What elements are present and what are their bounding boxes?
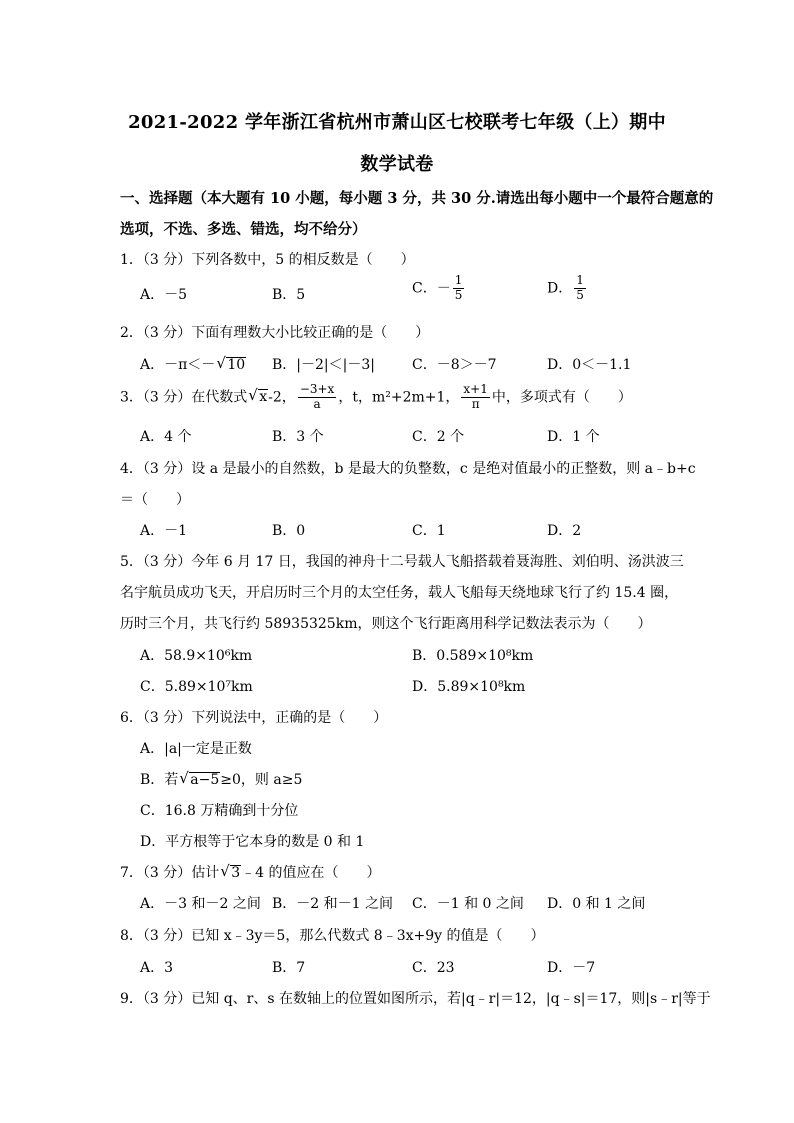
q3-option-c: C．2 个 — [412, 429, 465, 445]
q6-option-d: D．平方根等于它本身的数是 0 和 1 — [140, 834, 365, 850]
question-9-stem: 9．（3 分）已知 q、r、s 在数轴上的位置如图所示，若|q﹣r|＝12，|q﹣s|＝17，则|s﹣r|等于 — [120, 991, 711, 1007]
q7-option-b: B．－2 和－1 之间 — [272, 896, 394, 912]
q3-option-d: D．1 个 — [547, 429, 600, 445]
q5-option-b: B．0.589×10⁸km — [412, 648, 534, 664]
q4-option-b: B．0 — [272, 523, 306, 539]
fraction: $\frac{-3+x}{a}$ — [299, 382, 335, 411]
question-5-line1: 5．（3 分）今年 6 月 17 日，我国的神舟十二号载人飞船搭载着聂海胜、刘伯明、汤洪波三 — [120, 554, 684, 570]
question-4-line1: 4．（3 分）设 a 是最小的自然数，b 是最大的负整数，c 是绝对值最小的正整数，则 a﹣b+c — [120, 461, 696, 477]
q8-option-c: C．23 — [412, 960, 455, 976]
q1-option-a: A．－5 — [140, 287, 188, 303]
section-heading-line2: 选项，不选、多选、错选，均不给分） — [120, 221, 367, 238]
exam-title-line1: 2021-2022 学年浙江省杭州市萧山区七校联考七年级（上）期中 — [128, 112, 666, 133]
square-root: √ 3 — [221, 865, 241, 881]
q6-option-c: C．16.8 万精确到十分位 — [140, 803, 299, 819]
exam-title-line2: 数学试卷 — [360, 154, 434, 175]
q4-option-c: C．1 — [412, 523, 446, 539]
square-root: √ x — [249, 389, 268, 405]
q5-option-d: D．5.89×10⁸km — [412, 679, 526, 695]
q3-option-a: A．4 个 — [140, 429, 192, 445]
q1-option-b: B．5 — [272, 287, 306, 303]
q2-option-b: B．|－2|＜|－3| — [272, 357, 375, 373]
q1-option-c: C．－ $\frac{1}{5}$ — [412, 273, 463, 302]
q2-option-c: C．－8＞－7 — [412, 357, 497, 373]
question-4-line2: ＝（ ） — [120, 492, 190, 508]
question-3-stem: 3．（3 分）在代数式√ x-2， $\frac{-3+x}{a}$ ，t，m²+2m+1， $\frac{x+1}{\pi}$ 中，多项式有（ ） — [120, 383, 632, 412]
q8-option-d: D．－7 — [547, 960, 596, 976]
q8-option-b: B．7 — [272, 960, 306, 976]
q7-option-c: C．－1 和 0 之间 — [412, 896, 524, 912]
q2-option-a: A．－π＜－√ 10 — [140, 354, 246, 374]
q5-option-a: A．58.9×10⁶km — [140, 648, 253, 664]
question-7-stem: 7．（3 分）估计√ 3﹣4 的值应在（ ） — [120, 862, 381, 882]
question-6-stem: 6．（3 分）下列说法中，正确的是（ ） — [120, 710, 388, 726]
q8-option-a: A．3 — [140, 960, 174, 976]
section-heading-line1: 一、选择题（本大题有 10 小题，每小题 3 分，共 30 分.请选出每小题中一个最符合题意的 — [120, 190, 714, 207]
question-1-stem: 1．（3 分）下列各数中，5 的相反数是（ ） — [120, 252, 415, 268]
q4-option-a: A．－1 — [140, 523, 188, 539]
question-8-stem: 8．（3 分）已知 x﹣3y＝5，那么代数式 8﹣3x+9y 的值是（ ） — [120, 928, 545, 944]
fraction: $\frac{x+1}{\pi}$ — [463, 382, 488, 411]
q1-option-d: D． $\frac{1}{5}$ — [547, 273, 584, 302]
question-2-stem: 2．（3 分）下面有理数大小比较正确的是（ ） — [120, 325, 430, 341]
q7-option-d: D．0 和 1 之间 — [547, 896, 646, 912]
q6-option-a: A．|a|一定是正数 — [140, 741, 252, 757]
q4-option-d: D．2 — [547, 523, 582, 539]
q2-option-d: D．0＜－1.1 — [547, 357, 632, 373]
fraction: $\frac{1}{5}$ — [576, 273, 584, 302]
q3-option-b: B．3 个 — [272, 429, 324, 445]
q5-option-c: C．5.89×10⁷km — [140, 679, 253, 695]
q7-option-a: A．－3 和－2 之间 — [140, 896, 261, 912]
fraction: $\frac{1}{5}$ — [454, 273, 463, 302]
question-5-line3: 历时三个月，共飞行约 58935325km，则这个飞行距离用科学记数法表示为（ ） — [120, 616, 652, 632]
question-5-line2: 名宇航员成功飞天，开启历时三个月的太空任务，载人飞船每天绕地球飞行了约 15.4 圈， — [120, 585, 679, 601]
q6-option-b: B．若√ a−5≥0，则 a≥5 — [140, 769, 302, 789]
square-root: √ a−5 — [180, 772, 220, 788]
square-root: √ 10 — [217, 357, 246, 373]
